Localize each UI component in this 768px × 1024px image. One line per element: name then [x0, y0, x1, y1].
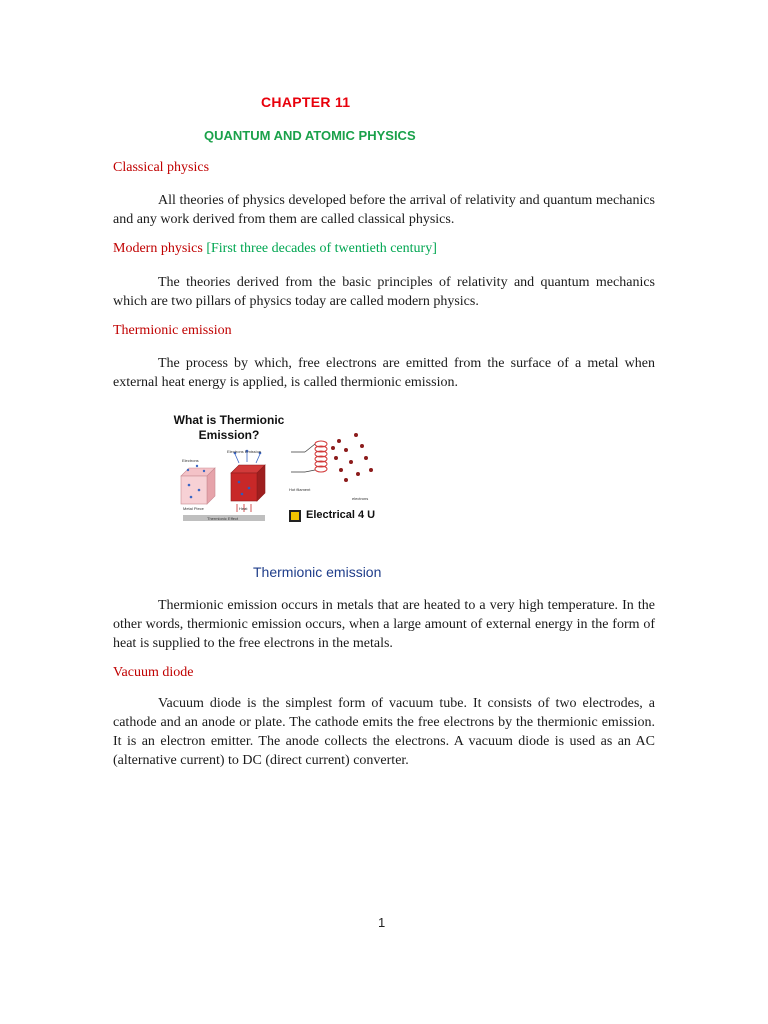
label-heat: Heat: [239, 506, 248, 511]
thermionic-emission-figure: [163, 408, 385, 528]
paragraph-modern-physics: The theories derived from the basic principles of relativity and quantum mechanics which are two pillars of physics today are called modern physics.: [113, 275, 655, 309]
label-hot-filament: Hot filament: [289, 487, 311, 492]
label-electrons-emission: Electrons Emission: [227, 449, 262, 454]
figure-caption: Thermionic emission: [253, 564, 382, 580]
heading-vacuum-diode: Vacuum diode: [113, 665, 194, 680]
page-number: 1: [378, 915, 386, 930]
paragraph-vacuum-diode: Vacuum diode is the simplest form of vacuum tube. It consists of two electrodes, a cathode and an anode or plate. The cathode emits the free electrons by the thermionic emission. It is an electron emitter. The anode collects the electrons. A vacuum diode is used as an AC (alternative current) to DC (direct current) converter.: [113, 696, 655, 768]
paragraph-thermionic-definition: The process by which, free electrons are emitted from the surface of a metal when external heat energy is applied, is called thermionic emission.: [113, 356, 655, 390]
heading-modern-physics-note: [First three decades of twentieth century]: [206, 241, 437, 256]
figure-title: What is Thermionic Emission?: [173, 413, 285, 442]
label-thermionic-effect: Thermionic Effect: [207, 516, 239, 521]
label-metal-piece: Metal Piece: [183, 506, 204, 511]
paragraph-thermionic-details: Thermionic emission occurs in metals that are heated to a very high temperature. In the other words, thermionic emission occurs, when a large amount of external energy in the form of heat is supplied to the free electrons in the metals.: [113, 598, 655, 651]
label-electrons: Electrons: [182, 458, 199, 463]
brand-label: Electrical 4 U: [306, 509, 376, 521]
chapter-title: CHAPTER 11: [261, 94, 351, 110]
heading-modern-physics: [113, 241, 437, 257]
paragraph-classical-physics: All theories of physics developed before the arrival of relativity and quantum mechanics and any work derived from them are called classical physics.: [113, 193, 655, 227]
heading-modern-physics-label: Modern physics: [113, 241, 203, 256]
heading-thermionic-emission: Thermionic emission: [113, 323, 232, 338]
topic-title: QUANTUM AND ATOMIC PHYSICS: [204, 128, 416, 143]
heading-classical-physics: Classical physics: [113, 160, 210, 175]
label-electrons-lower: electrons: [352, 496, 369, 501]
